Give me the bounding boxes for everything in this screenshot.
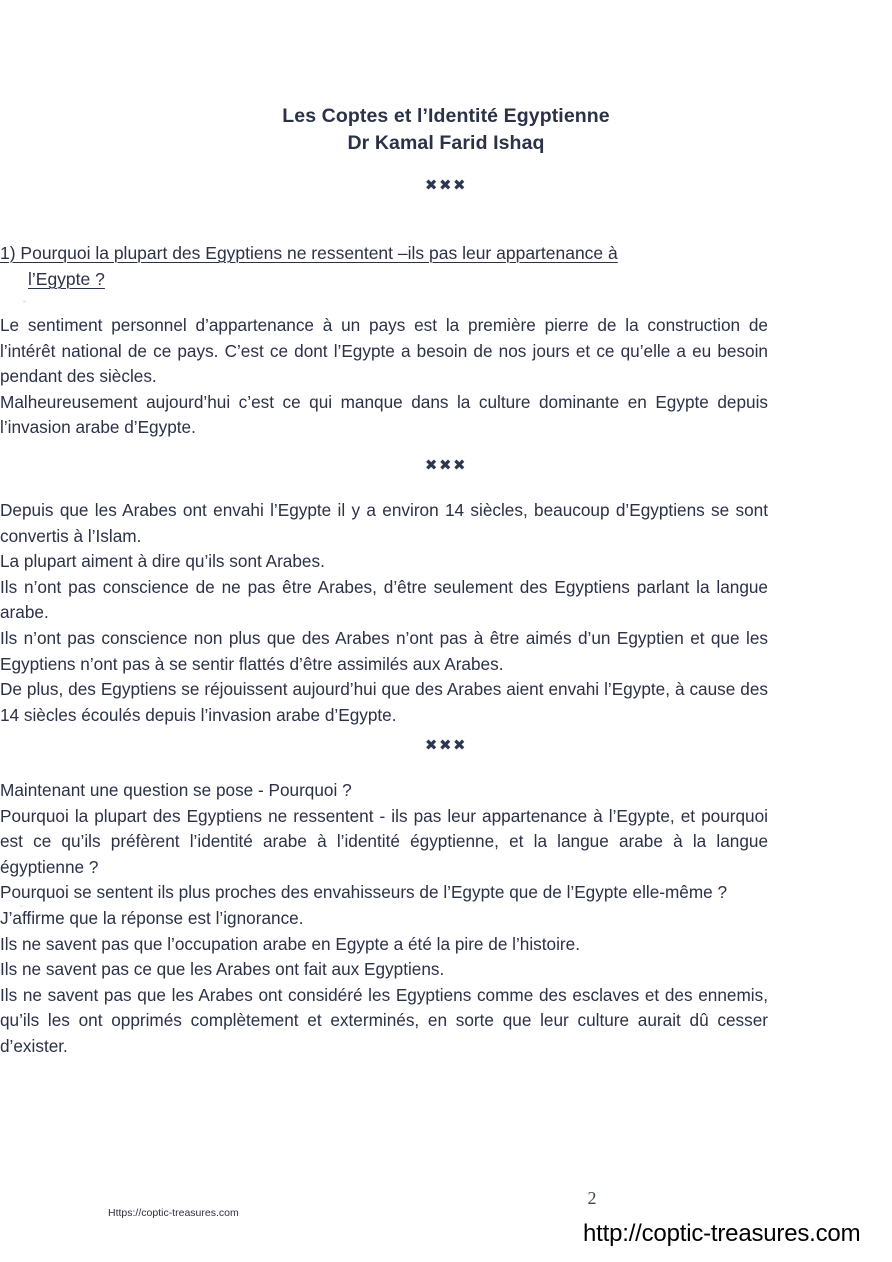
paragraph: Maintenant une question se pose - Pourquoi ? (0, 780, 352, 800)
scan-speck (23, 300, 26, 303)
title-line-2: Dr Kamal Farid Ishaq (347, 132, 545, 154)
section-separator-2: ✖✖✖ (424, 456, 468, 474)
paragraph: Malheureusement aujourd’hui c’est ce qui manque dans la culture dominante en Egypte depuis l’invasion arabe d’Egypte. (0, 391, 768, 438)
paragraph: Pourquoi se sentent ils plus proches des envahisseurs de l’Egypte que de l’Egypte elle-même ? (0, 882, 728, 903)
heading-line-1 (0, 240, 768, 266)
paragraph: Le sentiment personnel d’appartenance à un pays est la première pierre de la construction de l’intérêt national de ce pays. C’est ce dont l’Egypte a besoin de nos jours et ce qu’elle a eu besoin pendant des siècles. (0, 315, 768, 387)
paragraph-block-2 (0, 498, 768, 728)
document-title (0, 103, 892, 157)
paragraph: De plus, des Egyptiens se réjouissent aujourd’hui que des Arabes aient envahi l’Egypte, à cause des 14 siècles écoulés depuis l’invasion arabe d’Egypte. (0, 679, 768, 725)
paragraph: Pourquoi la plupart des Egyptiens ne ressentent - ils pas leur appartenance à l’Egypte, et pourquoi est ce qu’ils préfèrent l’identité arabe à l’identité égyptienne, et la langue arabe à la langue égyptienne ? (0, 805, 768, 877)
section-separator-3: ✖✖✖ (424, 736, 468, 754)
paragraph: Ils n’ont pas conscience non plus que des Arabes n’ont pas à être aimés d’un Egyptien et que les Egyptiens n’ont pas à se sentir flattés d’être assimilés aux Arabes. (0, 627, 768, 674)
heading-line-2-text: l’Egypte ? (28, 269, 105, 289)
paragraph: Ils ne savent pas que les Arabes ont considéré les Egyptiens comme des esclaves et des ennemis, qu’ils les ont opprimés complètement et exterminés, en sorte que leur culture aurait dû cesser d’exister. (0, 984, 768, 1056)
page-number: 2 (587, 1188, 597, 1208)
paragraph: Depuis que les Arabes ont envahi l’Egypte il y a environ 14 siècles, beaucoup d’Egyptiens se sont convertis à l’Islam. (0, 500, 768, 546)
paragraph: La plupart aiment à dire qu’ils sont Arabes. (0, 551, 325, 572)
section-separator-1: ✖✖✖ (424, 176, 468, 194)
paragraph: Ils ne savent pas que l’occupation arabe en Egypte a été la pire de l’histoire. (0, 933, 580, 954)
title-line-1: Les Coptes et l’Identité Egyptienne (282, 105, 610, 127)
paragraph: J’affirme que la réponse est l’ignorance. (0, 907, 304, 928)
section-heading-1 (0, 240, 768, 292)
heading-line-2 (0, 266, 768, 292)
paragraph-block-1 (0, 313, 768, 441)
paragraph: Ils ne savent pas ce que les Arabes ont fait aux Egyptiens. (0, 959, 445, 980)
heading-line-1-text: 1) Pourquoi la plupart des Egyptiens ne ressentent –ils pas leur appartenance à (0, 243, 618, 263)
paragraph-block-3 (0, 778, 768, 1060)
footer-watermark-small: Https://coptic-treasures.com (108, 1207, 239, 1219)
paragraph: Ils n’ont pas conscience de ne pas être Arabes, d’être seulement des Egyptiens parlant la langue arabe. (0, 576, 768, 623)
footer-watermark-large: http://coptic-treasures.com (583, 1220, 861, 1247)
